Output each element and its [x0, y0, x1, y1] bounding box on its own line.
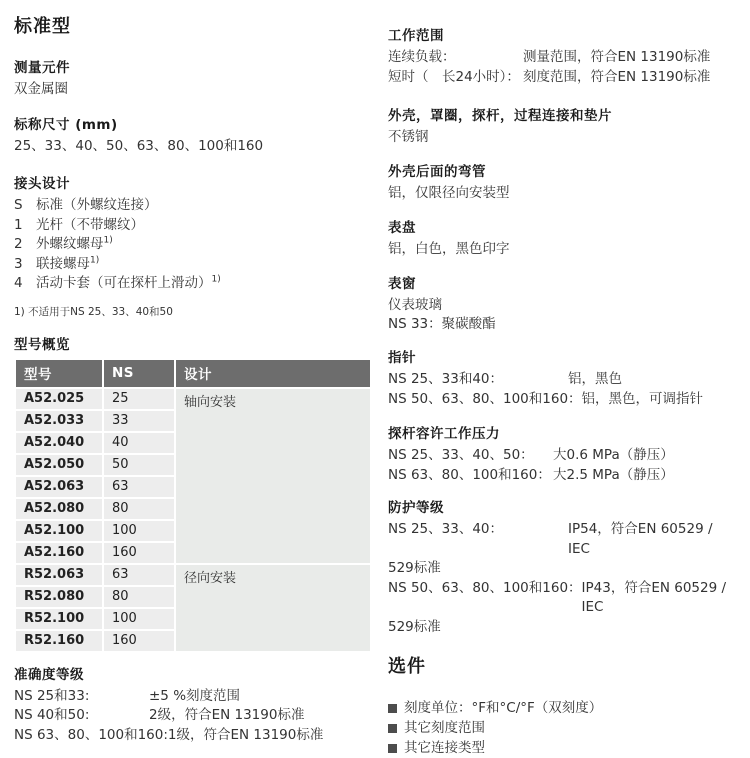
connection-code: 4: [14, 275, 23, 291]
column-header-design: 设计: [176, 360, 370, 387]
row-label: NS 25、33、40、50：: [388, 447, 534, 463]
ns-cell: 100: [104, 609, 174, 629]
section-heading: 准确度等级: [14, 666, 84, 683]
section-stem-pressure: [388, 425, 736, 485]
connection-label: 联接螺母$^{1)}$: [36, 255, 100, 272]
model-cell: R52.160: [16, 631, 102, 651]
square-bullet-icon: [388, 704, 397, 713]
pointer-row: [388, 390, 736, 410]
row-value: IP43，符合EN 60529 / IEC: [581, 579, 731, 615]
section-heading: 指针: [388, 350, 416, 366]
footnote-marker: 1): [211, 274, 221, 285]
section-heading: 标称尺寸 (mm): [14, 117, 118, 133]
ns-cell: 80: [104, 499, 174, 519]
section-body: 不锈钢: [388, 129, 429, 145]
section-heading: 表窗: [388, 276, 416, 292]
square-bullet-icon: [388, 744, 397, 753]
options-heading: 选件: [388, 656, 426, 677]
section-model-overview: [14, 336, 372, 653]
row-value: 刻度范围，符合EN 13190标准: [523, 68, 711, 85]
ns-cell: 33: [104, 411, 174, 431]
option-label: 其它刻度范围: [404, 720, 485, 736]
ns-cell: 80: [104, 587, 174, 607]
row-value: ±5 %刻度范围: [149, 687, 241, 704]
footnote-marker: 1): [103, 235, 113, 246]
table-header-row: [16, 360, 370, 387]
connection-label: 活动卡套（可在探杆上滑动）$^{1)}$: [36, 274, 221, 291]
connection-label: 外螺纹螺母$^{1)}$: [36, 235, 113, 252]
connection-label: 光杆（不带螺纹）: [36, 216, 144, 233]
section-body: NS 33：聚碳酸酯: [388, 316, 496, 332]
ns-cell: 40: [104, 433, 174, 453]
model-cell: R52.080: [16, 587, 102, 607]
row-value: 2级，符合EN 13190标准: [149, 707, 305, 723]
model-cell: A52.080: [16, 499, 102, 519]
connection-item: [14, 216, 372, 236]
protection-row: [388, 579, 736, 618]
row-label: NS 25、33、40：: [388, 521, 503, 537]
table-row: [16, 565, 370, 585]
model-cell: A52.050: [16, 455, 102, 475]
section-heading: 型号概览: [14, 336, 70, 353]
section-heading: 防护等级: [388, 500, 444, 516]
row-label: NS 25、33和40：: [388, 371, 503, 387]
row-label: NS 50、63、80、100和160：: [388, 579, 582, 596]
section-heading: 接头设计: [14, 176, 70, 192]
section-body: 仪表玻璃: [388, 297, 442, 313]
row-label: NS 63、80、100和160：: [388, 466, 551, 483]
pressure-row: [388, 446, 736, 466]
row-label: NS 63、80、100和160:: [14, 726, 168, 743]
option-item: [388, 738, 736, 758]
row-value: 测量范围，符合EN 13190标准: [523, 49, 711, 65]
model-cell: A52.033: [16, 411, 102, 431]
section-measuring-element: [14, 59, 372, 99]
accuracy-row: [14, 726, 372, 746]
accuracy-row: [14, 706, 372, 726]
section-heading: 外壳后面的弯管: [388, 164, 486, 180]
ns-cell: 63: [104, 477, 174, 497]
row-label: 连续负载：: [388, 49, 456, 65]
section-body: 双金属圈: [14, 81, 68, 97]
section-accuracy: [14, 666, 372, 746]
section-nominal-size: [14, 116, 372, 156]
row-value: 铝，黑色，可调指针: [581, 390, 704, 407]
option-item: [388, 698, 736, 718]
ns-cell: 160: [104, 543, 174, 563]
row-label: NS 50、63、80、100和160：: [388, 390, 582, 407]
section-working-range: [388, 27, 736, 87]
working-range-row: [388, 68, 736, 88]
section-heading: 测量元件: [14, 60, 70, 76]
right-column: [372, 10, 736, 758]
section-protection-rating: [388, 499, 736, 637]
connection-item: [14, 235, 372, 255]
model-cell: A52.025: [16, 389, 102, 409]
section-options: [388, 652, 736, 758]
ns-cell: 100: [104, 521, 174, 541]
connection-item: [14, 196, 372, 216]
connection-code: 3: [14, 255, 23, 272]
row-value: 1级，符合EN 13190标准: [167, 726, 324, 743]
option-label: 刻度单位：°F和°C/°F（双刻度）: [404, 700, 603, 716]
model-cell: A52.063: [16, 477, 102, 497]
ns-cell: 25: [104, 389, 174, 409]
pressure-row: [388, 466, 736, 486]
design-cell: 径向安装: [176, 565, 370, 651]
connection-item: [14, 274, 372, 294]
model-cell: A52.040: [16, 433, 102, 453]
table-row: [16, 389, 370, 409]
model-cell: R52.063: [16, 565, 102, 585]
connection-code: 2: [14, 236, 23, 252]
protection-row-wrap: 529标准: [388, 618, 441, 635]
left-column: [14, 10, 372, 758]
section-dial: [388, 219, 736, 259]
section-body: 铝，仅限径向安装型: [388, 185, 510, 201]
model-cell: A52.160: [16, 543, 102, 563]
working-range-row: [388, 48, 736, 68]
connection-code: S: [14, 197, 23, 213]
connection-label: 标准（外螺纹连接）: [36, 197, 158, 213]
design-cell: 轴向安装: [176, 389, 370, 563]
row-value: IP54，符合EN 60529 / IEC: [568, 521, 717, 557]
section-case-materials: [388, 107, 736, 147]
row-value: 大0.6 MPa（静压）: [553, 447, 674, 463]
option-label: 其它连接类型: [404, 740, 485, 756]
section-heading: 外壳，罩圈，探杆，过程连接和垫片: [388, 108, 612, 124]
row-label: NS 25和33:: [14, 687, 90, 704]
section-body: 25、33、40、50、63、80、100和160: [14, 138, 264, 154]
ns-cell: 160: [104, 631, 174, 651]
section-pointer: [388, 349, 736, 409]
section-window: [388, 275, 736, 334]
model-cell: R52.100: [16, 609, 102, 629]
accuracy-row: [14, 687, 372, 707]
section-heading: 表盘: [388, 220, 416, 236]
section-heading: 工作范围: [388, 28, 444, 44]
section-body: 铝，白色，黑色印字: [388, 241, 510, 257]
ns-cell: 50: [104, 455, 174, 475]
row-value: 铝，黑色: [568, 371, 622, 387]
row-label: NS 40和50:: [14, 707, 90, 723]
square-bullet-icon: [388, 724, 397, 733]
section-connection-design: [14, 175, 372, 319]
model-cell: A52.100: [16, 521, 102, 541]
footnote: 1) 不适用于NS 25、33、40和50: [14, 305, 173, 318]
section-heading: 探杆容许工作压力: [388, 426, 500, 442]
page-title: 标准型: [14, 16, 71, 37]
protection-row-wrap: 529标准: [388, 560, 441, 576]
connection-code: 1: [14, 216, 23, 233]
column-header-ns: NS: [104, 360, 174, 387]
connection-item: [14, 255, 372, 275]
ns-cell: 63: [104, 565, 174, 585]
row-value: 大2.5 MPa（静压）: [553, 466, 674, 483]
option-item: [388, 718, 736, 738]
model-overview-table: [14, 358, 372, 653]
footnote-marker: 1): [90, 255, 100, 265]
row-label: 短时（ 长24小时）：: [388, 68, 520, 85]
protection-row: [388, 520, 736, 559]
column-header-model: 型号: [16, 360, 102, 387]
pointer-row: [388, 370, 736, 390]
section-elbow: [388, 163, 736, 203]
